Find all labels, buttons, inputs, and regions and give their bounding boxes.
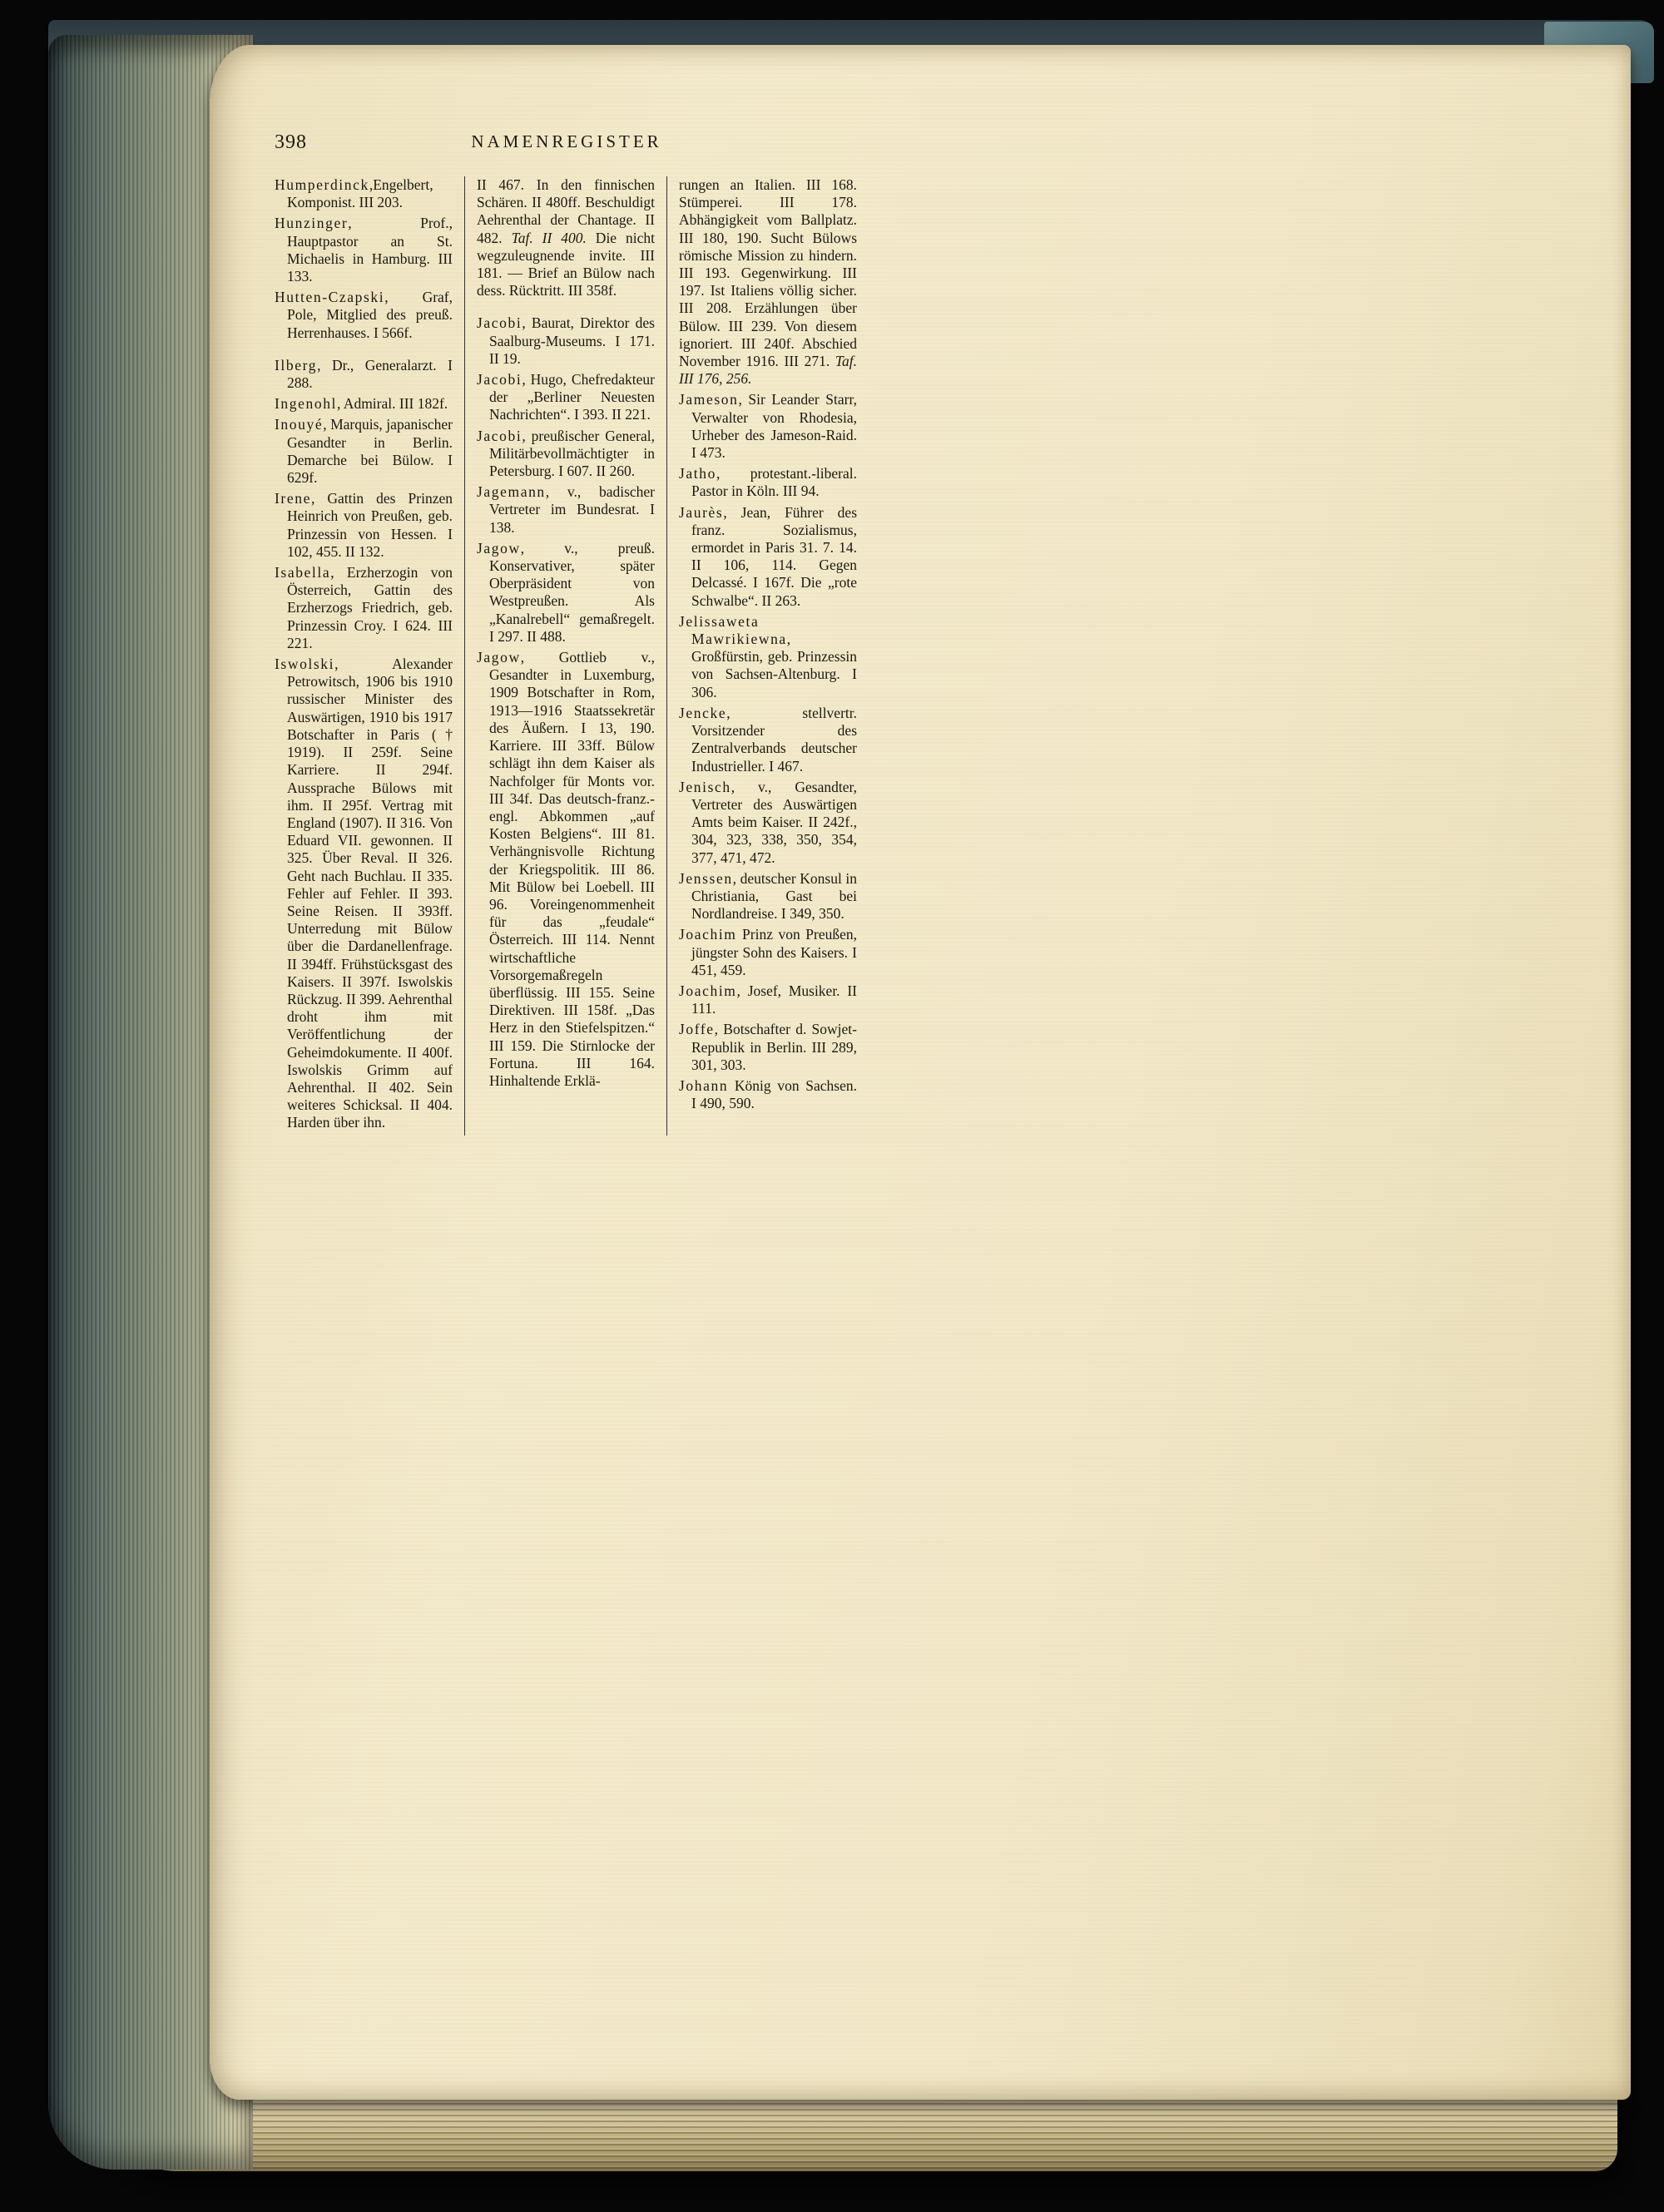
entry-text: , Dr., Generalarzt. I 288. — [287, 356, 453, 392]
entry-text: , Graf, Pole, Mitglied des preuß. Herrenhauses. I 566f. — [287, 289, 453, 341]
text-block — [275, 131, 859, 1136]
entry-text: , stellvertr. Vorsitzender des Zentralverbands deutscher Industrieller. I 467. — [691, 704, 857, 774]
entry-name: Isabella — [275, 564, 331, 581]
entry-name: Ingenohl — [275, 395, 338, 413]
index-entry — [679, 465, 857, 500]
entry-text: rungen an Italien. III 168. Stümperei. III 178. Abhängigkeit vom Ballplatz. III 180, 190. Sucht Bülows römische Mission zu hindern. III 193. Gegenwirkung. III 197. Ist Italiens völlig sicher. III 208. Erzählungen über Bülow. III 239. Von diesem ignoriert. III 240f. Abschied November 1916. III 271. Taf. III 176, 256. — [679, 176, 857, 388]
entry-text: , Erzherzogin von Österreich, Gattin des Erzherzogs Friedrich, geb. Prinzessin Croy. I 624. III 221. — [287, 564, 453, 651]
entry-name: Jacobi — [477, 427, 522, 444]
index-entry — [275, 416, 453, 487]
index-entry — [679, 870, 857, 923]
index-entry — [275, 656, 453, 1131]
index-entry — [679, 779, 857, 867]
entry-text: , Josef, Musiker. II 111. — [691, 982, 857, 1017]
entry-name: Iswolski — [275, 656, 335, 673]
index-entry — [275, 564, 453, 652]
page-edge-stack-bottom — [98, 2090, 1617, 2171]
book-page — [210, 45, 1631, 2100]
entry-text: , Baurat, Direktor des Saalburg-Museums. I 171. II 19. — [489, 314, 655, 367]
index-entry — [679, 613, 857, 701]
entry-text: , preußischer General, Militärbevollmächtigter in Petersburg. I 607. II 260. — [489, 427, 655, 480]
entry-name: Jagow — [477, 539, 521, 557]
index-entry — [477, 540, 655, 646]
entry-name: Humperdinck — [275, 176, 369, 193]
index-entry — [679, 391, 857, 462]
entry-text: , Jean, Führer des franz. Sozialismus, ermordet in Paris 31. 7. 14. II 106, 114. Gegen Delcassé. I 167f. Die „rote Schwalbe“. II 263. — [691, 503, 857, 609]
entry-name: Jelissaweta Mawrikiewna — [679, 612, 787, 648]
entry-name: Jacobi — [477, 314, 522, 332]
index-entry — [679, 1021, 857, 1074]
index-entry — [275, 289, 453, 342]
entry-text: , Marquis, japanischer Gesandter in Berlin. Demarche bei Bülow. I 629f. — [287, 416, 453, 487]
entry-name: Jenssen — [679, 869, 733, 887]
entry-text: , Hugo, Chefredakteur der „Berliner Neuesten Nachrichten“. I 393. II 221. — [489, 371, 655, 423]
entry-name: Jaurès — [679, 503, 724, 521]
index-entry — [275, 215, 453, 285]
index-entry — [275, 490, 453, 561]
plate-reference: Taf. II 400. — [511, 229, 587, 246]
index-entry — [275, 395, 453, 413]
index-columns — [275, 176, 859, 1136]
entry-text: , deutscher Konsul in Christiania, Gast bei Nordlandreise. I 349, 350. — [691, 869, 857, 923]
index-entry — [679, 1077, 857, 1112]
index-entry — [477, 483, 655, 537]
index-entry — [679, 176, 857, 388]
page-header — [275, 131, 859, 158]
index-column-3 — [666, 176, 857, 1136]
index-entry — [679, 982, 857, 1017]
entry-name: Joachim — [679, 982, 737, 999]
entry-name: Ilberg — [275, 356, 318, 374]
index-entry — [477, 371, 655, 424]
entry-name: Jagow — [477, 649, 521, 666]
entry-text: , Prof., Hauptpastor an St. Michaelis in Hamburg. III 133. — [287, 215, 453, 285]
entry-text: , Admiral. III 182f. — [337, 395, 448, 413]
entry-name: Joachim — [679, 926, 737, 943]
entry-text: , Sir Leander Starr, Verwalter von Rhodesia, Urheber des Jameson-Raid. I 473. — [691, 391, 857, 462]
entry-name: Jencke — [679, 704, 727, 721]
entry-text: Prinz von Preußen, jüngster Sohn des Kaisers. I 451, 459. — [691, 926, 857, 978]
entry-text: ,Engelbert, Komponist. III 203. — [287, 176, 433, 211]
index-entry — [679, 504, 857, 610]
entry-name: Hutten-Czapski — [275, 289, 385, 306]
index-entry — [477, 176, 655, 299]
entry-name: Jatho — [679, 465, 716, 482]
entry-text: , Botschafter d. Sowjet-Republik in Berlin. III 289, 301, 303. — [691, 1021, 857, 1073]
entry-text: , v., badischer Vertreter im Bundesrat. I 138. — [489, 483, 655, 536]
entry-text: , Gattin des Prinzen Heinrich von Preußen, geb. Prinzessin von Hessen. I 102, 455. II 132. — [287, 490, 453, 560]
index-entry — [477, 649, 655, 1090]
index-entry — [275, 176, 453, 211]
index-column-2 — [464, 176, 655, 1136]
entry-name: Johann — [679, 1076, 729, 1094]
index-entry — [477, 314, 655, 368]
entry-text: , v., preuß. Konservativer, später Oberpräsident von Westpreußen. Als „Kanalrebell“ gemaßregelt. I 297. II 488. — [489, 539, 655, 645]
register-title: NAMENREGISTER — [471, 131, 662, 151]
entry-name: Inouyé — [275, 416, 324, 433]
entry-name: Jameson — [679, 391, 739, 408]
entry-text: , Alexander Petrowitsch, 1906 bis 1910 russischer Minister des Auswärtigen, 1910 bis 1917 Botschafter in Paris († 1919). II 259f. Seine Karriere. II 294f. Aussprache Bülows mit ihm. II 295f. Vertrag mit England (1907). II 316. Von Eduard VII. gewonnen. II 325. Über Reval. II 326. Geht nach Buchlau. II 335. Fehler auf Fehler. II 393. Seine Reisen. II 393ff. Unterredung mit Bülow über die Dardanellenfrage. II 394ff. Frühstücksgast des Kaisers. II 397f. Iswolskis Rückzug. II 399. Aehrenthal droht ihm mit Veröffentlichung der Geheimdokumente. II 400f. Iswolskis Grimm auf Aehrenthal. II 402. Sein weiteres Schicksal. II 404. Harden über ihn. — [287, 656, 453, 1131]
entry-text: , v., Gesandter, Vertreter des Auswärtigen Amts beim Kaiser. II 242f., 304, 323, 338, 350, 354, 377, 471, 472. — [691, 778, 857, 866]
index-entry — [275, 357, 453, 392]
entry-name: Jacobi — [477, 371, 522, 388]
entry-text: , protestant.-liberal. Pastor in Köln. III 94. — [691, 465, 857, 500]
index-entry — [679, 705, 857, 775]
entry-text: , Großfürstin, geb. Prinzessin von Sachsen-Altenburg. I 306. — [691, 631, 857, 700]
entry-text: König von Sachsen. I 490, 590. — [691, 1076, 857, 1112]
index-entry — [679, 926, 857, 979]
index-entry — [477, 428, 655, 481]
entry-name: Irene — [275, 490, 311, 507]
entry-name: Hunzinger — [275, 215, 349, 232]
entry-text: II 467. In den finnischen Schären. II 480ff. Beschuldigt Aehrenthal der Chantage. II 482. Taf. II 400. Die nicht wegzuleugnende invite. III 181. — Brief an Bülow nach dess. Rücktritt. III 358f. — [477, 176, 655, 299]
entry-text: , Gottlieb v., Gesandter in Luxemburg, 1909 Botschafter in Rom, 1913—1916 Staatssekretär des Äußern. I 13, 190. Karriere. III 33ff. Bülow schlägt ihn dem Kaiser als Nachfolger für Monts vor. III 34f. Das deutsch-franz.-engl. Abkommen „auf Kosten Belgiens“. III 81. Verhängnisvolle Richtung der Kriegspolitik. III 86. Mit Bülow bei Loebell. III 96. Voreingenommenheit für das „feudale“ Österreich. III 114. Nennt wirtschaftliche Vorsorgemaßregeln überflüssig. III 155. Seine Direktiven. III 158f. „Das Herz in den Stiefelspitzen.“ III 159. Die Stirnlocke der Fortuna. III 164. Hinhaltende Erklä- — [489, 649, 655, 1089]
entry-name: Jenisch — [679, 778, 731, 795]
plate-reference: Taf. III 176, 256. — [679, 353, 857, 388]
page-number: 398 — [275, 131, 307, 153]
entry-name: Joffe — [679, 1021, 715, 1038]
entry-name: Jagemann — [477, 483, 546, 501]
index-column-1 — [275, 176, 453, 1136]
